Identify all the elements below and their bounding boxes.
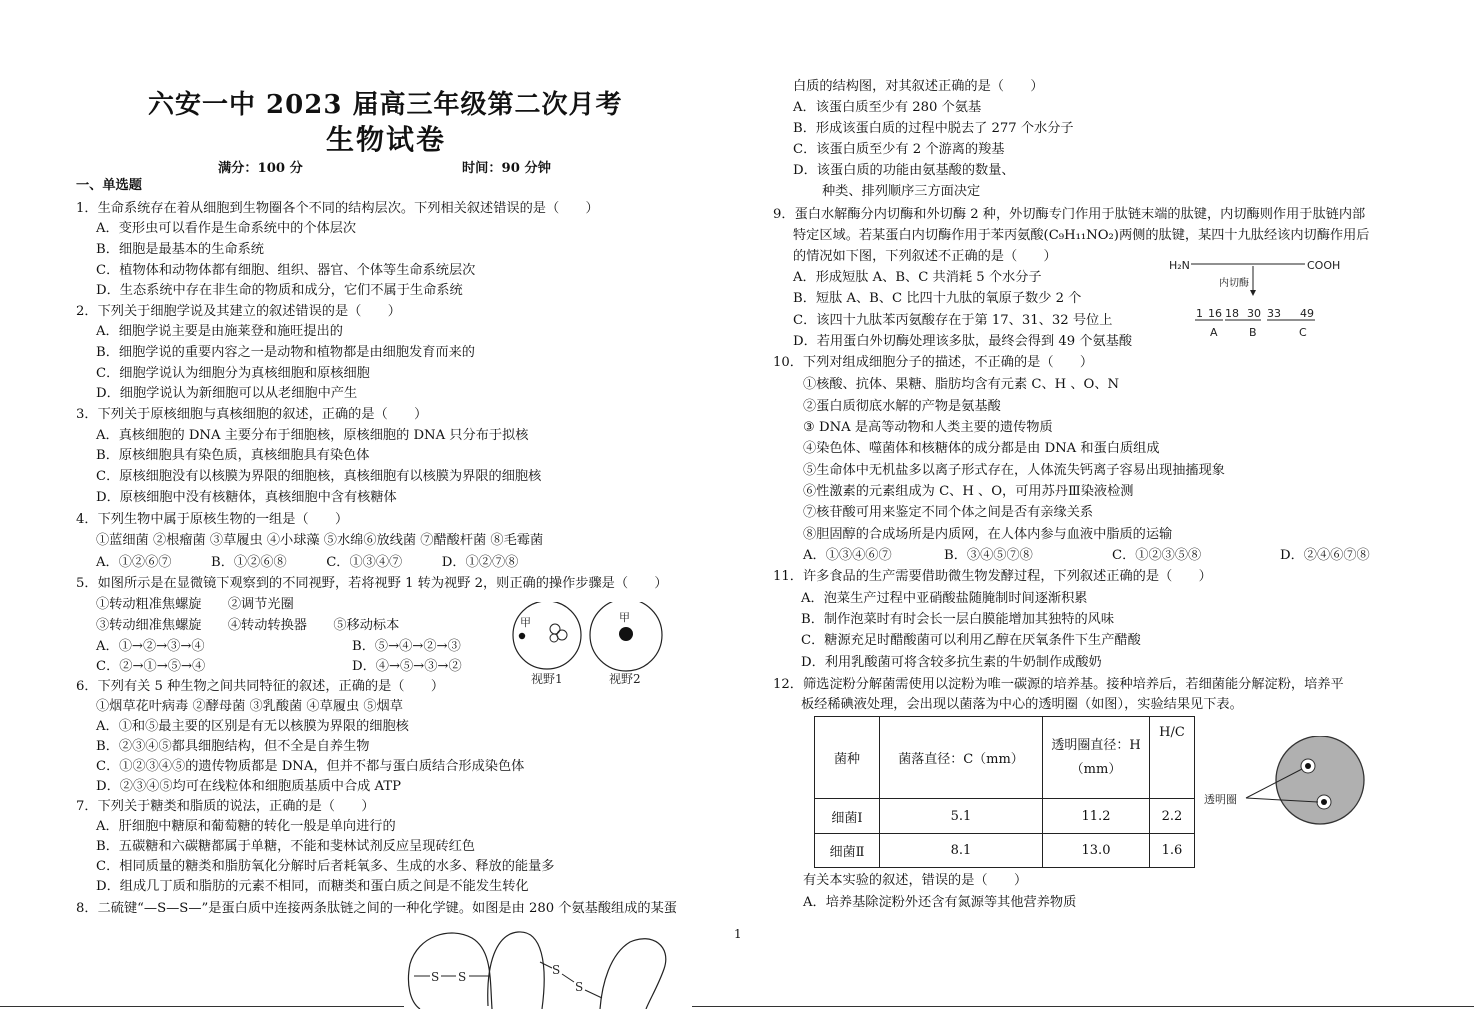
residue-33: 33 <box>1267 307 1281 320</box>
bond-line-6 <box>585 990 602 998</box>
page-edge-line-right <box>692 1006 1474 1007</box>
exam-time: 时间：90 分钟 <box>462 161 551 176</box>
table-cell: 13.0 <box>1043 834 1150 868</box>
text-line: D．生态系统中存在非生命的物质和成分，它们不属于生命系统 <box>96 283 463 298</box>
text-line: 种类、排列顺序三方面决定 <box>822 184 981 199</box>
text-line: 特定区域。若某蛋白内切酶作用于苯丙氨酸(C₉H₁₁NO₂)两侧的肽键，某四十九肽经该内切酶作用后 <box>793 228 1370 243</box>
text-line: ③转动细准焦螺旋 ④转动转换器 ⑤移动标本 <box>96 618 400 633</box>
text-line: 12．筛选淀粉分解菌需使用以淀粉为唯一碳源的培养基。接种培养后，若细菌能分解淀粉，培养平 <box>773 677 1344 692</box>
colony-2 <box>1321 799 1327 805</box>
view2-cell-label: 甲 <box>619 611 630 624</box>
text-line: 板经稀碘液处理，会出现以菌落为中心的透明圈（如图），实验结果见下表。 <box>801 697 1243 712</box>
sulfur-1: S <box>431 970 440 984</box>
colony-1 <box>1305 763 1311 769</box>
table-header-row <box>815 717 1195 799</box>
table-cell: 1.6 <box>1150 834 1195 868</box>
text-line: A．①→②→③→④ <box>96 639 205 654</box>
text-line: D．细胞学说认为新细胞可以从老细胞中产生 <box>96 386 358 401</box>
table-cell: 5.1 <box>880 799 1043 834</box>
text-line: ④染色体、噬菌体和核糖体的成分都是由 DNA 和蛋白质组成 <box>803 441 1160 456</box>
text-line: ①蓝细菌 ②根瘤菌 ③草履虫 ④小球藻 ⑤水绵⑥放线菌 ⑦醋酸杆菌 ⑧毛霉菌 <box>96 533 544 548</box>
text-line: 7．下列关于糖类和脂质的说法，正确的是（ ） <box>76 799 375 814</box>
petri-plate-figure <box>1200 736 1370 830</box>
view1-cell-c <box>550 634 558 642</box>
table-cell: 细菌Ⅱ <box>815 834 880 868</box>
plate-circle <box>1276 736 1364 824</box>
enzyme-arrowhead <box>1250 290 1256 296</box>
text-line: ①转动粗准焦螺旋 ②调节光圈 <box>96 597 294 612</box>
text-line: ⑦核苷酸可用来鉴定不同个体之间是否有亲缘关系 <box>803 505 1094 520</box>
text-line: ③ DNA 是高等动物和人类主要的遗传物质 <box>803 420 1053 435</box>
text-line: D．原核细胞中没有核糖体，真核细胞中含有核糖体 <box>96 490 397 505</box>
text-line: C．糖源充足时醋酸菌可以利用乙醇在厌氧条件下生产醋酸 <box>801 633 1141 648</box>
text-line: A．该蛋白质至少有 280 个氨基 <box>793 100 982 115</box>
view2-label: 视野2 <box>609 672 641 686</box>
fragment-b-label: B <box>1249 326 1257 339</box>
text-line: A．泡菜生产过程中亚硝酸盐随腌制时间逐渐积累 <box>801 591 1088 606</box>
text-line: A．肝细胞中糖原和葡萄糖的转化一般是单向进行的 <box>96 819 396 834</box>
chain-left <box>410 933 492 1009</box>
text-line: A．培养基除淀粉外还含有氮源等其他营养物质 <box>803 895 1077 910</box>
text-line: D．若用蛋白外切酶处理该多肽，最终会得到 49 个氨基酸 <box>793 334 1133 349</box>
page-edge-line-left <box>0 1006 404 1007</box>
table-header-cell: 菌落直径：C（mm） <box>880 717 1043 799</box>
chain-right <box>600 939 666 1009</box>
text-line: D．④→⑤→③→② <box>352 659 462 674</box>
text-line: D．该蛋白质的功能由氨基酸的数量、 <box>793 163 1015 178</box>
residue-1: 1 <box>1196 307 1203 320</box>
text-line: C．该四十九肽苯丙氨酸存在于第 17、31、32 号位上 <box>793 313 1113 328</box>
text-line: C．相同质量的糖类和脂肪氧化分解时后者耗氧多、生成的水多、释放的能量多 <box>96 859 555 874</box>
text-line: ②蛋白质彻底水解的产物是氨基酸 <box>803 399 1001 414</box>
residue-30: 30 <box>1247 307 1261 320</box>
text-line: 有关本实验的叙述，错误的是（ ） <box>803 873 1028 888</box>
text-line: A．变形虫可以看作是生命系统中的个体层次 <box>96 221 357 236</box>
c-terminus-label: COOH <box>1307 259 1341 272</box>
table-row <box>815 834 1195 868</box>
enzyme-label: 内切酶 <box>1219 278 1249 289</box>
text-line: A．①③④⑥⑦ <box>803 548 892 563</box>
bond-line-4 <box>540 962 552 968</box>
text-line: 白质的结构图，对其叙述正确的是（ ） <box>793 79 1044 94</box>
text-line: B．②③④⑤都具细胞结构，但不全是自养生物 <box>96 739 370 754</box>
text-line: ⑧胆固醇的合成场所是内质网，在人体内参与血液中脂质的运输 <box>803 527 1173 542</box>
text-line: A．形成短肽 A、B、C 共消耗 5 个水分子 <box>793 270 1042 285</box>
view1-cell-b <box>557 630 567 640</box>
text-line: 4．下列生物中属于原核生物的一组是（ ） <box>76 512 349 527</box>
text-line: ⑤生命体中无机盐多以离子形式存在，人体流失钙离子容易出现抽搐现象 <box>803 463 1225 478</box>
view2-dot <box>619 627 633 641</box>
view1-cell-label: 甲 <box>520 616 531 629</box>
text-line: ⑥性激素的元素组成为 C、H 、O，可用苏丹Ⅲ染液检测 <box>803 484 1134 499</box>
text-line: C．①②③④⑤的遗传物质都是 DNA，但并不都与蛋白质结合形成染色体 <box>96 759 525 774</box>
text-line: 9．蛋白水解酶分内切酶和外切酶 2 种，外切酶专门作用于肽链末端的肽键，内切酶则作用于肽链内部 <box>773 207 1366 222</box>
view1-dot <box>519 633 525 639</box>
table-cell: 细菌Ⅰ <box>815 799 880 834</box>
text-line: 8．二硫键“—S—S—”是蛋白质中连接两条肽链之间的一种化学键。如图是由 280 个氨基酸组成的某蛋 <box>76 901 677 916</box>
text-line: A．细胞学说主要是由施莱登和施旺提出的 <box>96 324 343 339</box>
table-cell: 8.1 <box>880 834 1043 868</box>
text-line: C．植物体和动物体都有细胞、组织、器官、个体等生命系统层次 <box>96 263 476 278</box>
results-table <box>814 716 1195 868</box>
residue-18: 18 <box>1225 307 1239 320</box>
text-line: C．①②③⑤⑧ <box>1112 548 1202 563</box>
text-line: A．真核细胞的 DNA 主要分布于细胞核，原核细胞的 DNA 只分布于拟核 <box>96 428 529 443</box>
residue-16: 16 <box>1208 307 1222 320</box>
clear-zone-label: 透明圈 <box>1204 793 1237 806</box>
fragment-c-label: C <box>1299 326 1307 339</box>
text-line: C．该蛋白质至少有 2 个游离的羧基 <box>793 142 1005 157</box>
bond-line-5 <box>562 974 574 982</box>
text-line: ①烟草花叶病毒 ②酵母菌 ③乳酸菌 ④草履虫 ⑤烟草 <box>96 699 403 714</box>
text-line: C．原核细胞没有以核膜为界限的细胞核，真核细胞有以核膜为界限的细胞核 <box>96 469 542 484</box>
text-line: B．形成该蛋白质的过程中脱去了 277 个水分子 <box>793 121 1074 136</box>
text-line: 6．下列有关 5 种生物之间共同特征的叙述，正确的是（ ） <box>76 679 445 694</box>
text-line: B．细胞是最基本的生命系统 <box>96 242 264 257</box>
sulfur-3: S <box>552 963 561 977</box>
text-line: B．五碳糖和六碳糖都属于单糖，不能和斐林试剂反应呈现砖红色 <box>96 839 475 854</box>
table-header-cell: H/C <box>1150 717 1195 799</box>
chain-middle <box>488 932 544 1009</box>
text-line: ①核酸、抗体、果糖、脂肪均含有元素 C、H 、O、N <box>803 377 1120 392</box>
microscope-views-figure <box>505 602 675 688</box>
exam-title: 六安一中 2023 届高三年级第二次月考 <box>148 90 623 120</box>
disulfide-protein-figure <box>400 924 700 1009</box>
text-line: B．③④⑤⑦⑧ <box>944 548 1033 563</box>
text-line: C．细胞学说认为细胞分为真核细胞和原核细胞 <box>96 366 370 381</box>
text-line: D．组成几丁质和脂肪的元素不相同，而糖类和蛋白质之间是不能发生转化 <box>96 879 529 894</box>
table-header-cell: 菌种 <box>815 717 880 799</box>
text-line: D．②③④⑤均可在线粒体和细胞质基质中合成 ATP <box>96 779 401 794</box>
text-line: A．①②⑥⑦ B．①②⑥⑧ C．①③④⑦ D．①②⑦⑧ <box>96 555 519 570</box>
fragment-a-label: A <box>1210 326 1218 339</box>
text-line: B．⑤→④→②→③ <box>352 639 461 654</box>
text-line: C．②→①→⑤→④ <box>96 659 206 674</box>
text-line: 的情况如下图，下列叙述不正确的是（ ） <box>793 249 1057 264</box>
text-line: B．短肽 A、B、C 比四十九肽的氧原子数少 2 个 <box>793 291 1082 306</box>
sulfur-2: S <box>458 970 467 984</box>
view1-cell-a <box>550 624 560 634</box>
n-terminus-label: H₂N <box>1169 259 1190 272</box>
table-header-cell: 透明圈直径：H（mm） <box>1043 717 1150 799</box>
peptide-figure <box>1165 254 1365 344</box>
text-line: 11．许多食品的生产需要借助微生物发酵过程，下列叙述正确的是（ ） <box>773 569 1212 584</box>
full-score: 满分：100 分 <box>218 161 303 176</box>
text-line: 5．如图所示是在显微镜下观察到的不同视野，若将视野 1 转为视野 2，则正确的操作步骤是（ ） <box>76 576 668 591</box>
text-line: A．①和⑤最主要的区别是有无以核膜为界限的细胞核 <box>96 719 409 734</box>
text-line: D．②④⑥⑦⑧ <box>1280 548 1370 563</box>
text-line: D．利用乳酸菌可将含较多抗生素的牛奶制作成酸奶 <box>801 655 1102 670</box>
text-line: 1．生命系统存在着从细胞到生物圈各个不同的结构层次。下列相关叙述错误的是（ ） <box>76 201 599 216</box>
text-line: 10．下列对组成细胞分子的描述，不正确的是（ ） <box>773 355 1094 370</box>
text-line: 2．下列关于细胞学说及其建立的叙述错误的是（ ） <box>76 304 401 319</box>
text-line: B．原核细胞具有染色质，真核细胞具有染色体 <box>96 448 370 463</box>
text-line: 3．下列关于原核细胞与真核细胞的叙述，正确的是（ ） <box>76 407 428 422</box>
table-row <box>815 799 1195 834</box>
text-line: B．制作泡菜时有时会长一层白膜能增加其独特的风味 <box>801 612 1115 627</box>
text-line: B．细胞学说的重要内容之一是动物和植物都是由细胞发育而来的 <box>96 345 475 360</box>
residue-49: 49 <box>1300 307 1314 320</box>
exam-subtitle: 生物试卷 <box>326 123 447 156</box>
sulfur-4: S <box>575 980 584 994</box>
table-cell: 2.2 <box>1150 799 1195 834</box>
view1-label: 视野1 <box>531 672 563 686</box>
section-title: 一、单选题 <box>76 178 142 193</box>
page-number: 1 <box>734 927 742 941</box>
table-cell: 11.2 <box>1043 799 1150 834</box>
chain-left-lower <box>408 964 420 1009</box>
